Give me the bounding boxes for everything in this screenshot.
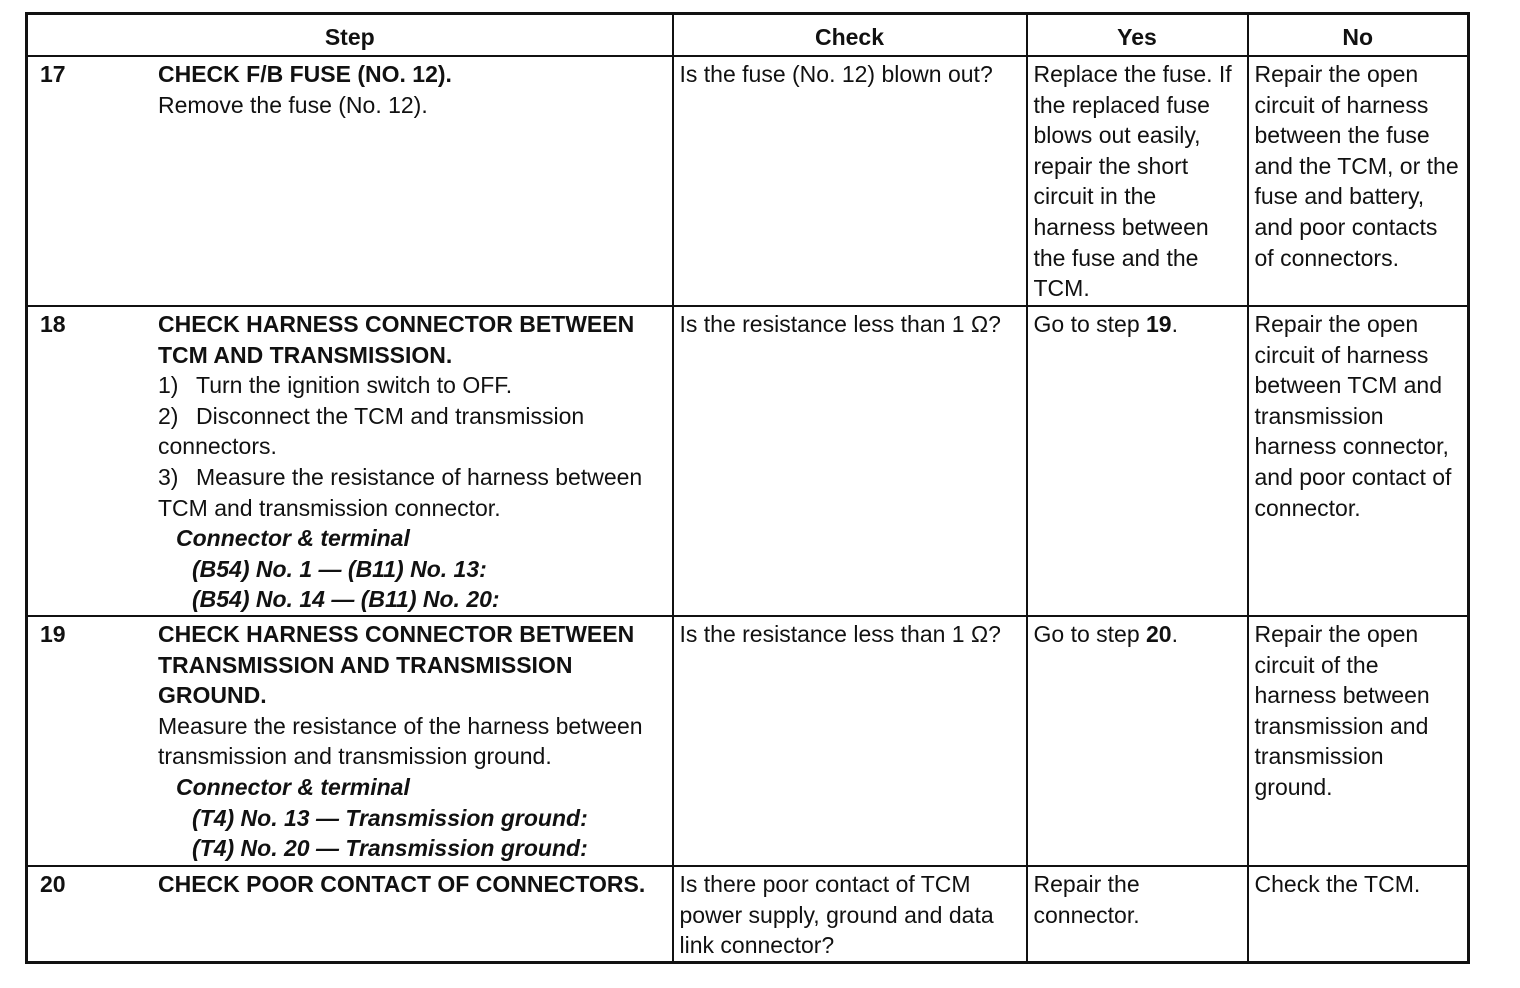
step-cell xyxy=(27,56,673,306)
header-no: No xyxy=(1248,14,1469,57)
table-row xyxy=(27,866,1469,963)
step-title: CHECK F/B FUSE (NO. 12). xyxy=(158,61,452,87)
table-row xyxy=(27,56,1469,306)
header-row xyxy=(27,14,1469,57)
substep: 1) Turn the ignition switch to OFF. xyxy=(158,372,513,399)
step-cell xyxy=(27,306,673,616)
yes-cell: Go to step 19. xyxy=(1027,306,1248,616)
no-cell: Check the TCM. xyxy=(1248,866,1469,963)
connector-heading: Connector & terminal xyxy=(176,773,410,800)
connector-terminal: (B54) No. 1 — (B11) No. 13: xyxy=(192,555,487,582)
step-number: 19 xyxy=(40,621,66,647)
yes-cell: Replace the fuse. If the replaced fuse blows out easily, repair the short circuit in the harness between the fuse and the TCM. xyxy=(1027,56,1248,306)
check-cell: Is there poor contact of TCM power supply, ground and data link connector? xyxy=(673,866,1027,963)
step-cell xyxy=(27,866,673,963)
substep: 2) Disconnect the TCM and transmission connectors. xyxy=(158,402,585,460)
step-text: Measure the resistance of the harness between transmission and transmission ground. xyxy=(158,712,643,770)
check-cell: Is the resistance less than 1 Ω? xyxy=(673,306,1027,616)
step-text: Remove the fuse (No. 12). xyxy=(158,91,428,118)
step-title: CHECK HARNESS CONNECTOR BETWEEN TCM AND TRANSMISSION. xyxy=(158,311,635,368)
table-row xyxy=(27,306,1469,616)
step-cell xyxy=(27,616,673,866)
step-title: CHECK HARNESS CONNECTOR BETWEEN TRANSMISSION AND TRANSMISSION GROUND. xyxy=(158,621,635,709)
step-number: 18 xyxy=(40,311,66,337)
header-check: Check xyxy=(673,14,1027,57)
yes-cell: Go to step 20. xyxy=(1027,616,1248,866)
connector-terminal: (B54) No. 14 — (B11) No. 20: xyxy=(192,586,500,613)
step-title: CHECK POOR CONTACT OF CONNECTORS. xyxy=(158,871,646,897)
no-cell: Repair the open circuit of harness between the fuse and the TCM, or the fuse and battery, and poor contacts of connectors. xyxy=(1248,56,1469,306)
diagnosis-table xyxy=(25,12,1470,964)
step-number: 20 xyxy=(40,871,66,897)
no-cell: Repair the open circuit of harness between TCM and transmission harness connector, and poor contact of connector. xyxy=(1248,306,1469,616)
header-step: Step xyxy=(27,14,673,57)
table-row xyxy=(27,616,1469,866)
goto-step: 19 xyxy=(1146,311,1172,337)
check-cell: Is the resistance less than 1 Ω? xyxy=(673,616,1027,866)
header-yes: Yes xyxy=(1027,14,1248,57)
yes-cell: Repair the connector. xyxy=(1027,866,1248,963)
substep: 3) Measure the resistance of harness between TCM and transmission connector. xyxy=(158,463,643,521)
check-cell: Is the fuse (No. 12) blown out? xyxy=(673,56,1027,306)
connector-terminal: (T4) No. 13 — Transmission ground: xyxy=(192,804,588,831)
no-cell: Repair the open circuit of the harness between transmission and transmission ground. xyxy=(1248,616,1469,866)
goto-step: 20 xyxy=(1146,621,1172,647)
connector-heading: Connector & terminal xyxy=(176,525,410,552)
connector-terminal: (T4) No. 20 — Transmission ground: xyxy=(192,835,588,862)
step-number: 17 xyxy=(40,61,66,87)
